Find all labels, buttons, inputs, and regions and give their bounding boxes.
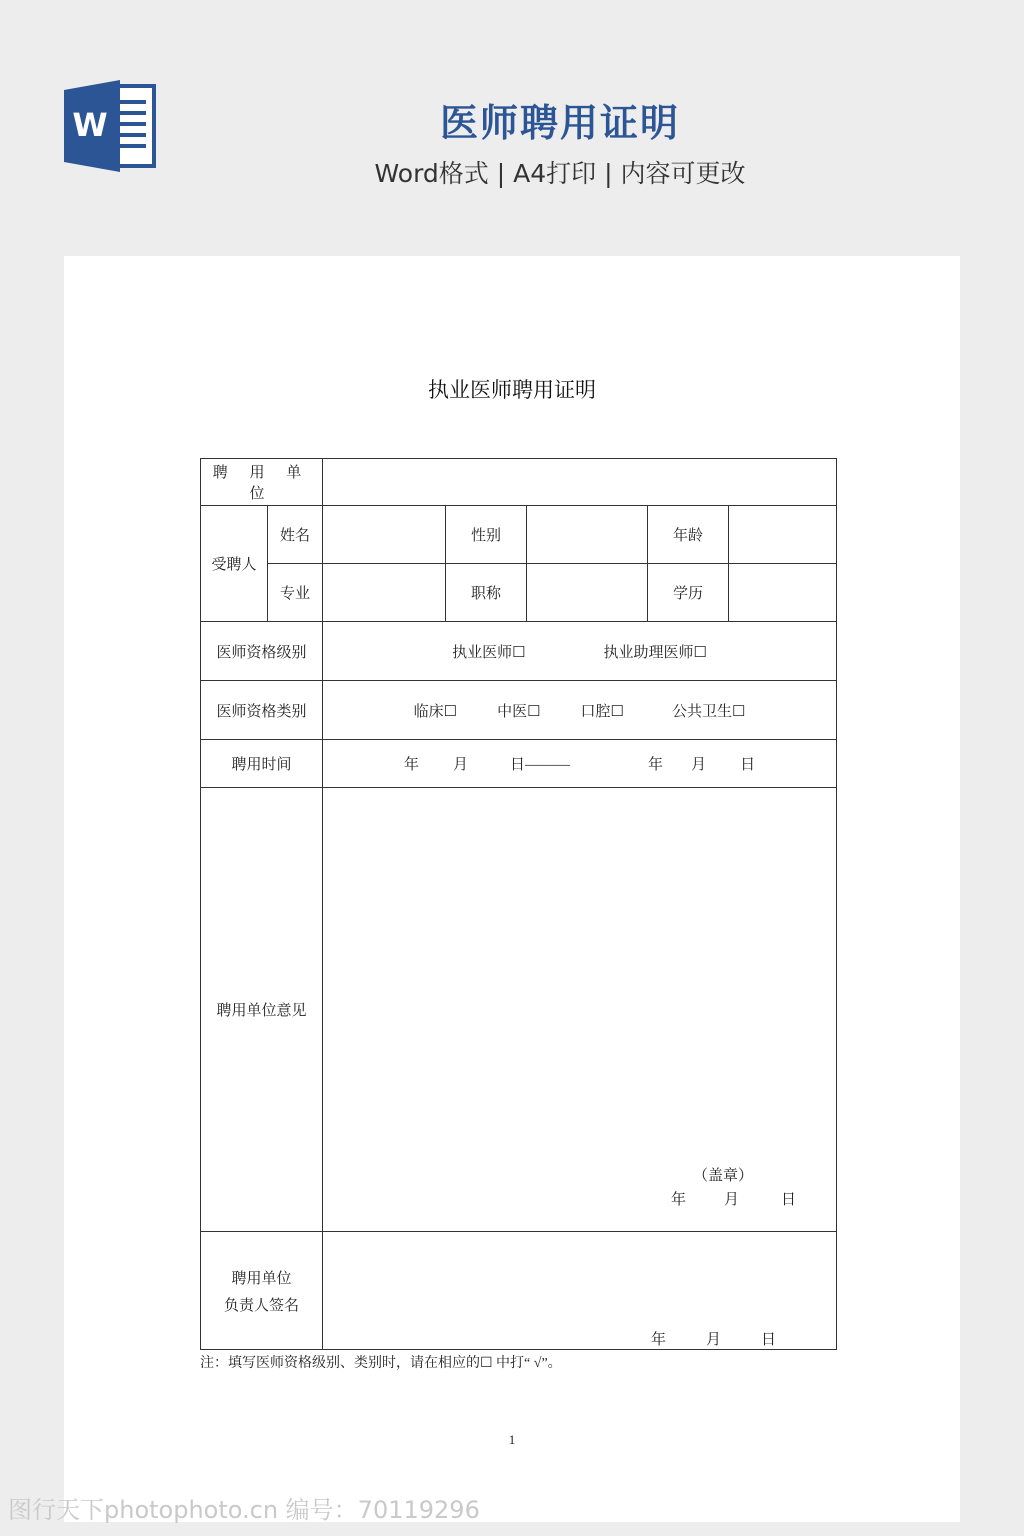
employer-field[interactable] [323, 459, 837, 506]
opinion-date [671, 1188, 796, 1209]
signature-field[interactable] [323, 1232, 837, 1350]
period-end-day: 日 [740, 757, 756, 773]
employment-period-label: 聘用时间 [201, 740, 323, 788]
employer-row [201, 459, 837, 506]
period-end-year: 年 [648, 757, 664, 773]
form-note: 注：填写医师资格级别、类别时，请在相应的☐ 中打“ √”。 [200, 1356, 562, 1371]
qualification-level-row [201, 622, 837, 681]
opinion-label: 聘用单位意见 [201, 788, 323, 1232]
signature-date [651, 1328, 776, 1349]
document-page [64, 256, 960, 1522]
employee-label: 受聘人 [201, 506, 268, 622]
option-assistant-physician[interactable]: 执业助理医师☐ [603, 644, 707, 661]
gender-label: 性别 [446, 506, 527, 564]
opinion-field[interactable] [323, 788, 837, 1232]
signature-label-line1: 聘用单位 [231, 1270, 292, 1287]
option-public-health[interactable]: 公共卫生☐ [672, 703, 746, 720]
opinion-date-year: 年 [671, 1192, 687, 1208]
word-document-icon [64, 80, 158, 172]
signature-date-year: 年 [651, 1332, 667, 1348]
word-logo-letter: W [72, 106, 108, 144]
age-label: 年龄 [648, 506, 729, 564]
qualification-type-row [201, 681, 837, 740]
education-field[interactable] [729, 564, 837, 622]
signature-row [201, 1232, 837, 1350]
option-tcm[interactable]: 中医☐ [497, 703, 541, 720]
signature-label-line2: 负责人签名 [224, 1297, 300, 1314]
name-field[interactable] [323, 506, 446, 564]
period-start-month: 月 [453, 757, 469, 773]
major-label: 专业 [268, 564, 323, 622]
employee-row-2 [201, 564, 837, 622]
name-label: 姓名 [268, 506, 323, 564]
banner-title: 医师聘用证明 [439, 101, 680, 145]
period-start-year: 年 [404, 757, 420, 773]
qualification-type-options [323, 681, 837, 740]
seal-text: （盖章） [693, 1168, 754, 1184]
opinion-date-day: 日 [781, 1192, 797, 1208]
age-field[interactable] [729, 506, 837, 564]
signature-date-day: 日 [761, 1332, 777, 1348]
employment-period-row [201, 740, 837, 788]
employment-certificate-form [200, 458, 837, 1350]
document-title: 执业医师聘用证明 [428, 378, 596, 402]
qualification-type-label: 医师资格类别 [201, 681, 323, 740]
qualification-level-label: 医师资格级别 [201, 622, 323, 681]
major-field[interactable] [323, 564, 446, 622]
signature-label [201, 1232, 323, 1350]
option-dental[interactable]: 口腔☐ [580, 703, 624, 720]
gender-field[interactable] [527, 506, 648, 564]
option-licensed-physician[interactable]: 执业医师☐ [452, 644, 526, 661]
banner-subtitle: Word格式 | A4打印 | 内容可更改 [374, 159, 746, 188]
page-number: 1 [508, 1432, 516, 1447]
title-field[interactable] [527, 564, 648, 622]
qualification-level-options [323, 622, 837, 681]
employment-period-field[interactable] [323, 740, 837, 788]
employer-label: 聘 用 单 位 [201, 459, 323, 506]
watermark: 图行天下photophoto.cn 编号：70119296 [8, 1496, 480, 1524]
employee-row-1 [201, 506, 837, 564]
education-label: 学历 [648, 564, 729, 622]
option-clinical[interactable]: 临床☐ [413, 703, 458, 720]
opinion-row [201, 788, 837, 1232]
title-label: 职称 [446, 564, 527, 622]
period-end-month: 月 [691, 757, 707, 773]
opinion-date-month: 月 [724, 1192, 740, 1208]
signature-date-month: 月 [706, 1332, 722, 1348]
period-start-day: 日——— [510, 757, 571, 773]
